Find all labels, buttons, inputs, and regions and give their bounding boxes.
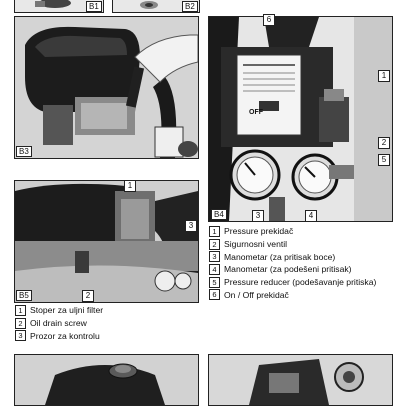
- legend-b5: [15, 304, 103, 342]
- figure-b2-tag: B2: [182, 1, 198, 12]
- legend-text: Sigurnosni ventil: [224, 239, 288, 250]
- legend-text: Pressure prekidač: [224, 226, 294, 237]
- legend-num: 3: [209, 251, 220, 262]
- legend-item: [15, 304, 103, 317]
- legend-num: 3: [15, 330, 26, 341]
- legend-text: Oil drain screw: [30, 318, 87, 329]
- legend-text: Pressure reducer (podešavanje pritiska): [224, 277, 377, 288]
- legend-num: 4: [209, 264, 220, 275]
- legend-num: 6: [209, 289, 220, 300]
- b5-callout-1: 1: [124, 180, 136, 192]
- figure-b5-photo: [14, 180, 199, 303]
- switch-off-label: OFF: [249, 109, 263, 116]
- figure-b5-tag: B5: [16, 290, 32, 301]
- figure-b5-drawing: [15, 181, 198, 302]
- b4-callout-3: 3: [252, 210, 264, 222]
- legend-item: [209, 288, 376, 301]
- legend-item: [209, 238, 376, 251]
- figure-b3-photo: [14, 16, 199, 159]
- legend-item: [15, 329, 103, 342]
- legend-text: On / Off prekidač: [224, 289, 289, 300]
- b4-callout-4: 4: [305, 210, 317, 222]
- figure-b4-drawing: [209, 17, 392, 221]
- b4-callout-1: 1: [378, 70, 390, 82]
- b4-callout-2: 2: [378, 137, 390, 149]
- figure-b7-photo: [208, 354, 393, 406]
- legend-item: [209, 225, 376, 238]
- figure-b7-drawing: [209, 355, 392, 405]
- figure-b1-tag: B1: [86, 1, 102, 12]
- figure-b4-tag: B4: [211, 209, 227, 220]
- legend-text: Prozor za kontrolu: [30, 330, 100, 341]
- figure-b6-drawing: [15, 355, 198, 405]
- legend-text: Manometar (za pritisak boce): [224, 251, 336, 262]
- b5-callout-3: 3: [185, 220, 197, 232]
- legend-text: Stoper za uljni filter: [30, 305, 104, 316]
- b4-callout-6: 6: [263, 14, 275, 26]
- legend-num: 1: [209, 226, 220, 237]
- figure-b3-drawing: [15, 17, 198, 158]
- figure-b3-tag: B3: [16, 146, 32, 157]
- legend-b4: [209, 225, 376, 301]
- b5-callout-2: 2: [82, 290, 94, 302]
- legend-item: [15, 317, 103, 330]
- legend-num: 2: [209, 239, 220, 250]
- legend-num: 5: [209, 277, 220, 288]
- b4-callout-5: 5: [378, 154, 390, 166]
- legend-item: [209, 276, 376, 289]
- legend-item: [209, 250, 376, 263]
- legend-item: [209, 263, 376, 276]
- legend-num: 1: [15, 305, 26, 316]
- figure-b4-photo: [208, 16, 393, 222]
- figure-b6-photo: [14, 354, 199, 406]
- legend-num: 2: [15, 318, 26, 329]
- legend-text: Manometar (za podešeni pritisak): [224, 264, 352, 275]
